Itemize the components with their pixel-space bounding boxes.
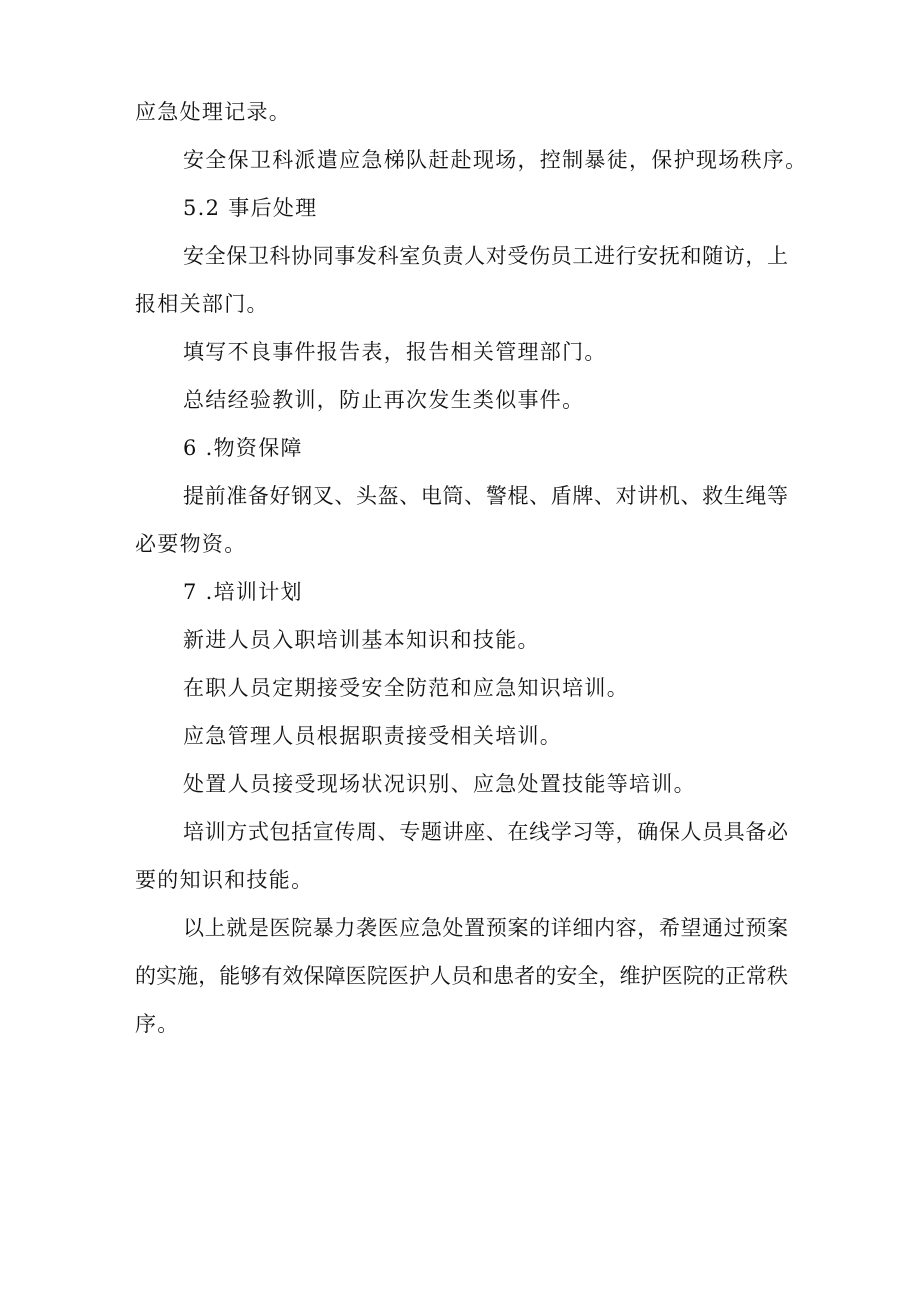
paragraph-line: 安全保卫科派遣应急梯队赶赴现场，控制暴徒，保护现场秩序。 xyxy=(183,148,808,172)
paragraph-line: 总结经验教训，防止再次发生类似事件。 xyxy=(183,388,585,412)
paragraph-line: 序。 xyxy=(135,1012,180,1036)
paragraph-line: 要的知识和技能。 xyxy=(135,868,314,892)
paragraph-line: 必要物资。 xyxy=(135,532,247,556)
paragraph-line: 提前准备好钢叉、头盔、电筒、警棍、盾牌、对讲机、救生绳等 xyxy=(183,484,788,508)
section-heading: 5.2 事后处理 xyxy=(183,196,318,220)
paragraph-line: 新进人员入职培训基本知识和技能。 xyxy=(183,628,540,652)
paragraph-line: 安全保卫科协同事发科室负责人对受伤员工进行安抚和随访，上 xyxy=(183,244,788,268)
paragraph-line: 的实施，能够有效保障医院医护人员和患者的安全，维护医院的正常秩 xyxy=(135,964,788,988)
paragraph-line: 以上就是医院暴力袭医应急处置预案的详细内容，希望通过预案 xyxy=(183,916,788,940)
paragraph-line: 应急管理人员根据职责接受相关培训。 xyxy=(183,724,563,748)
paragraph-line: 应急处理记录。 xyxy=(135,100,292,124)
paragraph-line: 在职人员定期接受安全防范和应急知识培训。 xyxy=(183,676,629,700)
paragraph-line: 培训方式包括宣传周、专题讲座、在线学习等，确保人员具备必 xyxy=(183,820,788,844)
section-heading: 7 .培训计划 xyxy=(183,580,303,604)
paragraph-line: 处置人员接受现场状况识别、应急处置技能等培训。 xyxy=(183,772,696,796)
paragraph-line: 填写不良事件报告表，报告相关管理部门。 xyxy=(183,340,607,364)
paragraph-line: 报相关部门。 xyxy=(135,292,269,316)
section-heading: 6 .物资保障 xyxy=(183,436,303,460)
